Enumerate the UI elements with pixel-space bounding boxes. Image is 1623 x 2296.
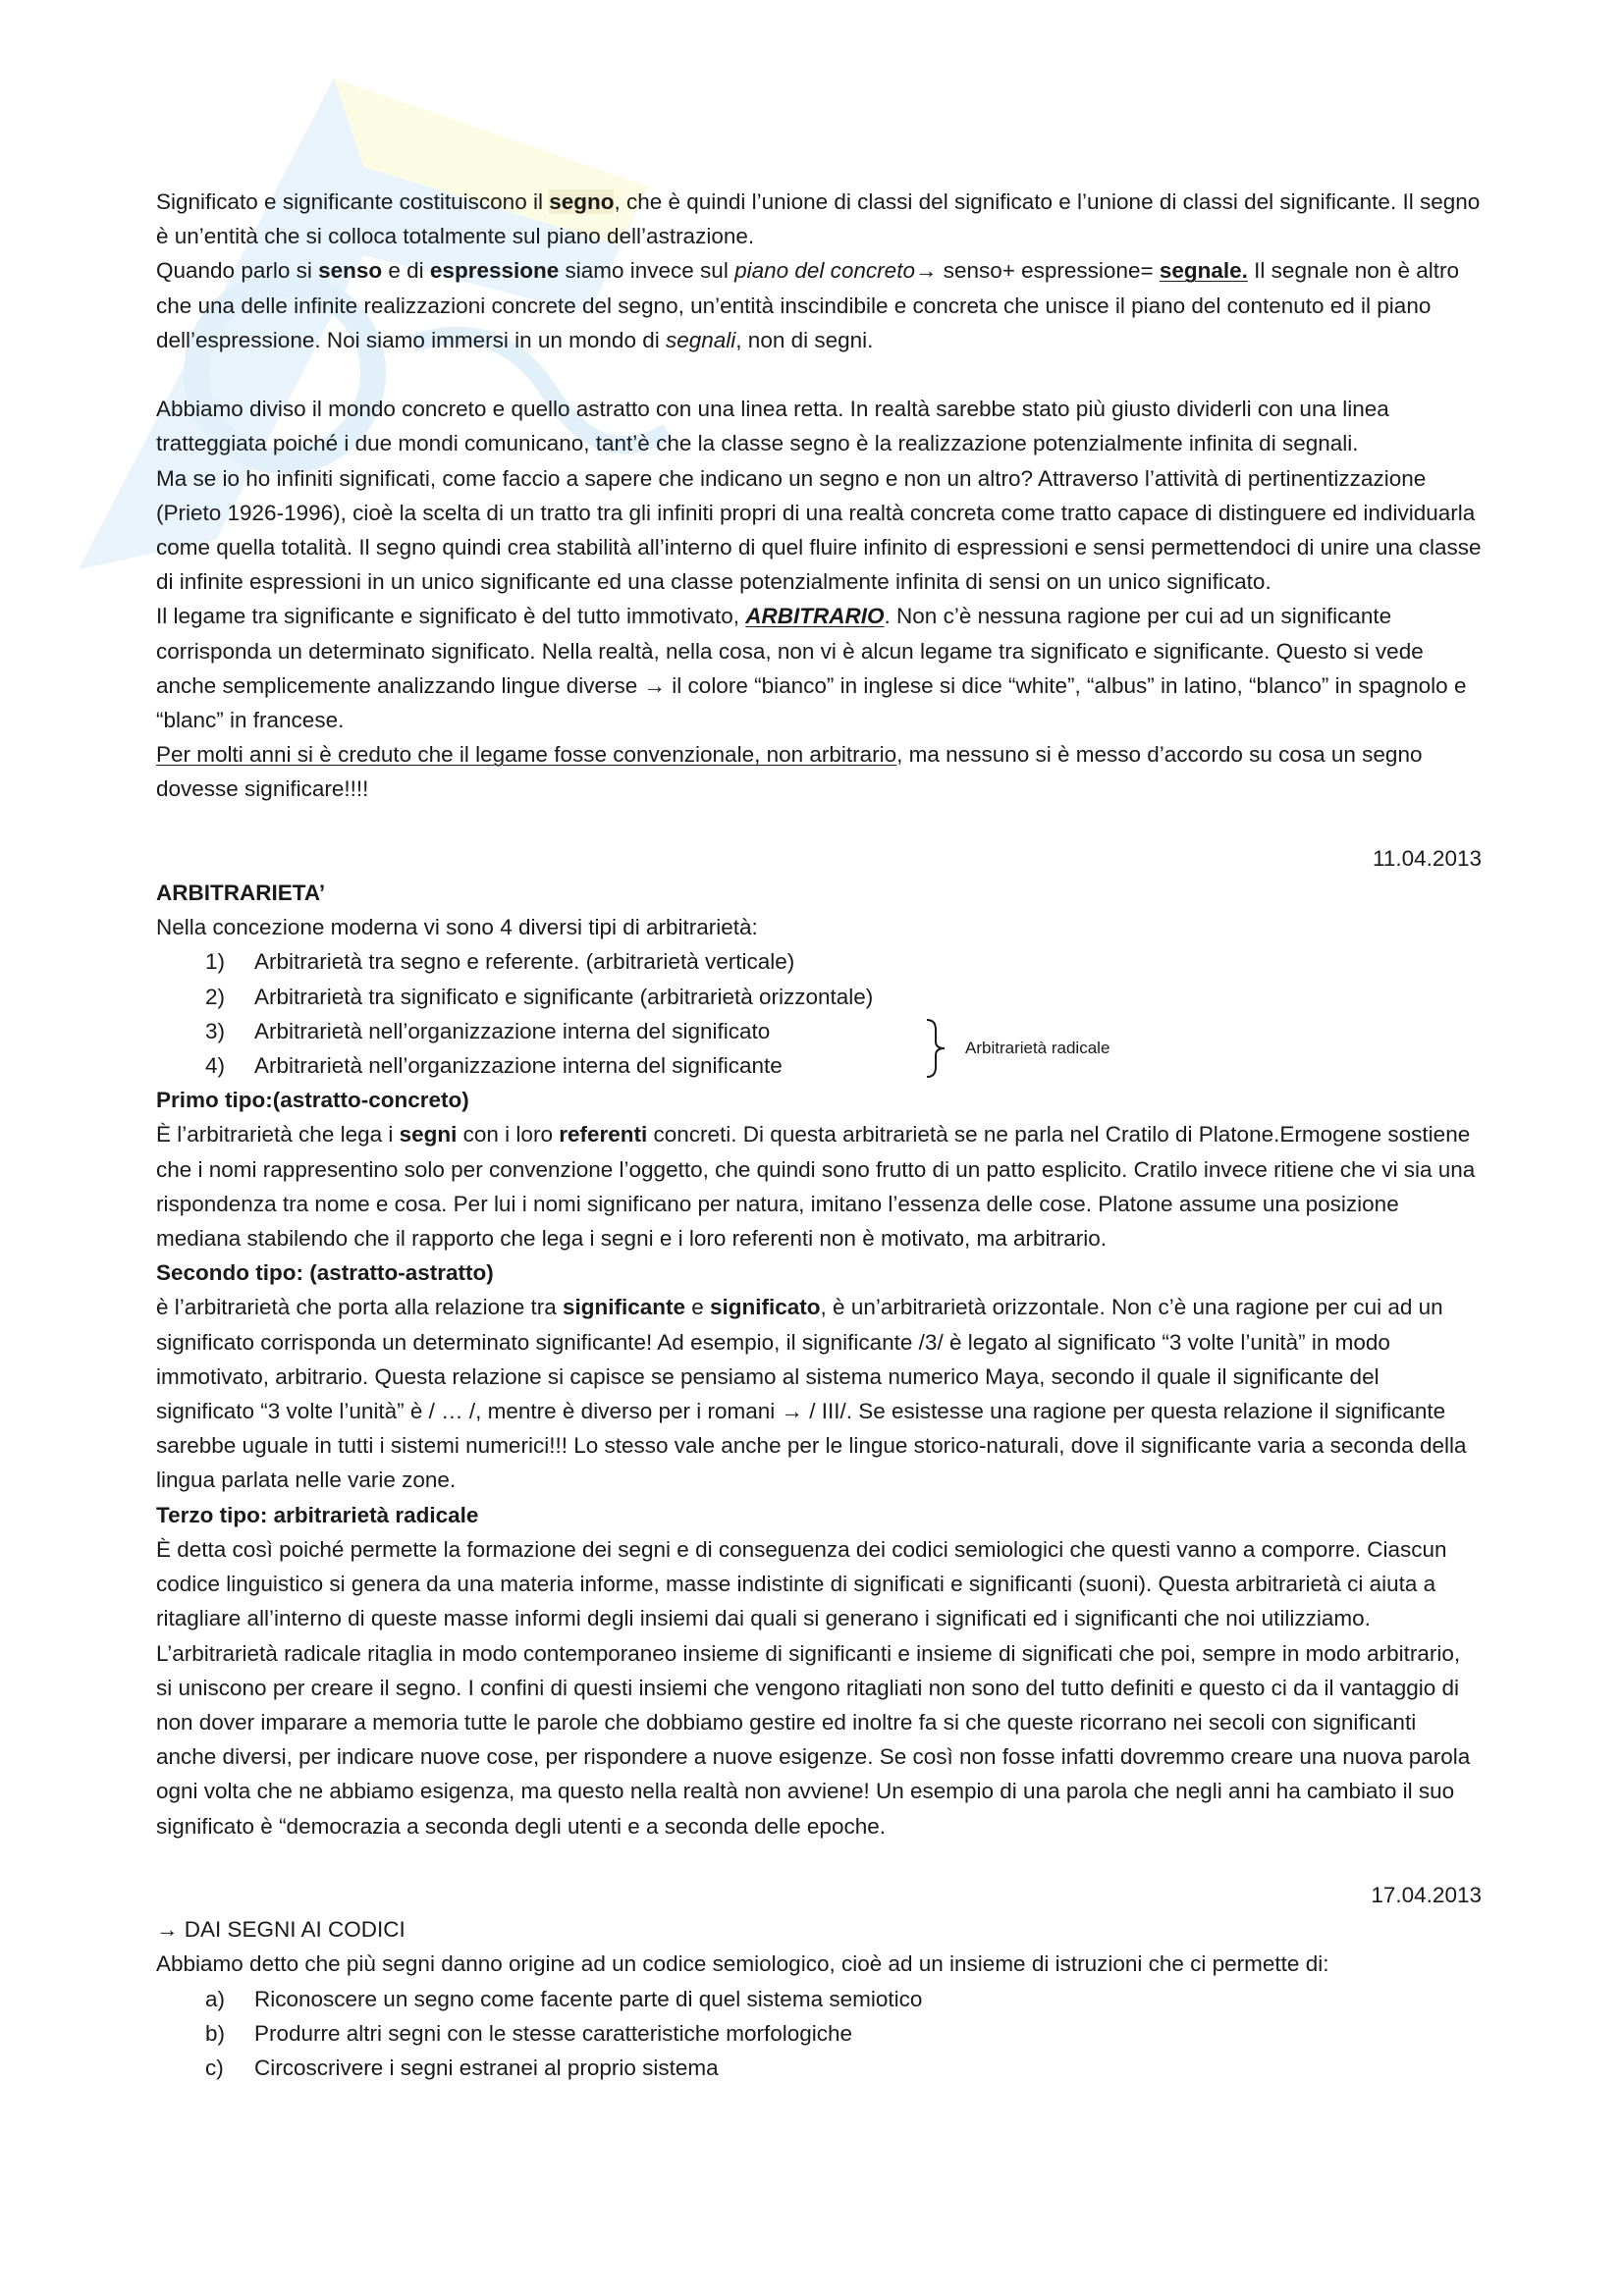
paragraph-segno: Significato e significante costituiscono il segno, che è quindi l’unione di classi del significato e l’unione di classi del significante. Il segno è un’entità che si colloca totalmente sul piano dell’astrazione. — [156, 189, 1481, 249]
paragraph-segnale: Quando parlo si senso e di espressione siamo invece sul piano del concreto→ senso+ espressione= segnale. Il segnale non è altro che una delle infinite realizzazioni concrete del segno, un’entità inscindibile e concreta che unisce il piano del contenuto ed il piano dell’espressione. Noi siamo immersi in un mondo di segnali, non di segni. — [156, 258, 1460, 352]
heading-secondo-tipo: Secondo tipo: (astratto-astratto) — [156, 1260, 494, 1286]
heading-primo-tipo: Primo tipo:(astratto-concreto) — [156, 1088, 469, 1113]
list-item: 2) Arbitrarietà tra significato e significante (arbitrarietà orizzontale) — [205, 984, 874, 1009]
paragraph-linea-retta: Abbiamo diviso il mondo concreto e quello astratto con una linea retta. In realtà sarebbe stato più giusto dividerli con una linea tratteggiata poiché i due mondi comunicano, tant’è che la classe segno è la realizzazione potenzialmente infinita di segnali. — [156, 397, 1389, 456]
paragraph-secondo-tipo: è l’arbitrarietà che porta alla relazione tra significante e significato, è un’arbitrarietà orizzontale. Non c’è una ragione per cui ad un significato corrisponda un determinato significante! Ad esempio, il significante /3/ è legato al significato “3 volte l’unità” in modo immotivato, arbitrario. Questa relazione si capisce se pensiamo al sistema numerico Maya, secondo il quale il significante del significato “3 volte l’unità” è / … /, mentre è diverso per i romani → / III/. Se esistesse una ragione per questa relazione il significante sarebbe uguale in tutti i sistemi numerici!!! Lo stesso vale anche per le lingue storico-naturali, dove il significante varia a seconda della lingua parlata nelle varie zone. — [156, 1295, 1467, 1493]
heading-codici: → DAI SEGNI AI CODICI — [156, 1917, 406, 1943]
date-1: 11.04.2013 — [1373, 845, 1482, 871]
list-item: 1) Arbitrarietà tra segno e referente. (arbitrarietà verticale) — [205, 949, 795, 975]
date-2: 17.04.2013 — [1371, 1882, 1482, 1907]
list-item: a) Riconoscere un segno come facente parte di quel sistema semiotico — [205, 1986, 923, 2011]
paragraph-arbitrario: Il legame tra significante e significato è del tutto immotivato, ARBITRARIO. Non c’è nessuna ragione per cui ad un significante corrisponda un determinato significato. Nella realtà, nella cosa, non vi è alcun legame tra significato e significante. Questo si vede anche semplicemente analizzando lingue diverse → il colore “bianco” in inglese si dice “white”, “albus” in latino, “blanco” in spagnolo e “blanc” in francese. — [156, 604, 1467, 733]
paragraph-terzo-tipo-1: È detta così poiché permette la formazione dei segni e di conseguenza dei codici semiologici che questi vanno a comporre. Ciascun codice linguistico si genera da una materia informe, masse indistinte di significati e significanti (suoni). Questa arbitrarietà ci aiuta a ritagliare all’interno di queste masse informi degli insiemi dai quali si generano i significati ed i significanti che noi utilizziamo. — [156, 1536, 1447, 1631]
list-item: 3) Arbitrarietà nell’organizzazione interna del significato Arbitrarietà radicale — [156, 1014, 1482, 1048]
paragraph-pertinentizzazione: Ma se io ho infiniti significati, come faccio a sapere che indicano un segno e non un altro? Attraverso l’attività di pertinentizzazione (Prieto 1926-1996), cioè la scelta di un tratto tra gli infiniti propri di una realtà concreta come tratto capace di distinguere ed individuarla come quella totalità. Il segno quindi crea stabilità all’interno di quel fluire infinito di espressioni e sensi permettendoci di unire una classe di infinite espressioni in un unico significante ed una classe potenzialmente infinita di sensi on un unico significato. — [156, 465, 1482, 595]
codici-list — [156, 1982, 1482, 2086]
paragraph-terzo-tipo-2: L’arbitrarietà radicale ritaglia in modo contemporaneo insieme di significanti e insieme di significati che poi, sempre in modo arbitrario, si uniscono per creare il segno. I confini di questi insiemi che vengono ritagliati non sono del tutto definiti e questo ci da il vantaggio di non dover imparare a memoria tutte le parole che dobbiamo gestire ed inoltre fa si che queste ricorrano nei secoli con significanti anche diversi, per indicare nuove cose, per rispondere a nuove esigenze. Se così non fosse infatti dovremmo creare una nuova parola ogni volta che ne abbiamo esigenza, ma questo nella realtà non avviene! Un esempio di una parola che negli anni ha cambiato il suo significato è “democrazia a seconda degli utenti e a seconda delle epoche. — [156, 1640, 1471, 1839]
paragraph-convenzionale: Per molti anni si è creduto che il legame fosse convenzionale, non arbitrario, ma nessuno si è messo d’accordo su cosa un segno dovesse significare!!!! — [156, 742, 1423, 802]
list-item: c) Circoscrivere i segni estranei al proprio sistema — [205, 2055, 719, 2080]
document-page — [156, 185, 1482, 2085]
arbitrarieta-intro: Nella concezione moderna vi sono 4 diversi tipi di arbitrarietà: — [156, 915, 758, 940]
paragraph-primo-tipo: È l’arbitrarietà che lega i segni con i loro referenti concreti. Di questa arbitrarietà se ne parla nel Cratilo di Platone.Ermogene sostiene che i nomi rappresentino solo per convenzione l’oggetto, che quindi sono frutto di un patto esplicito. Cratilo invece ritiene che vi sia una rispondenza tra nome e cosa. Per lui i nomi significano per natura, imitano l’essenza delle cose. Platone assume una posizione mediana stabilendo che il rapporto che lega i segni e i loro referenti non è motivato, ma arbitrario. — [156, 1122, 1476, 1252]
codici-intro: Abbiamo detto che più segni danno origine ad un codice semiologico, cioè ad un insieme di istruzioni che ci permette di: — [156, 1951, 1329, 1977]
list-item: 4) Arbitrarietà nell’organizzazione interna del significante — [205, 1053, 783, 1079]
heading-arbitrarieta: ARBITRARIETA’ — [156, 881, 326, 906]
heading-terzo-tipo: Terzo tipo: arbitrarietà radicale — [156, 1502, 479, 1527]
brace-annotation: Arbitrarietà radicale — [924, 1014, 1109, 1083]
list-item: b) Produrre altri segni con le stesse caratteristiche morfologiche — [205, 2020, 853, 2046]
arbitrarieta-list — [156, 944, 1482, 1083]
